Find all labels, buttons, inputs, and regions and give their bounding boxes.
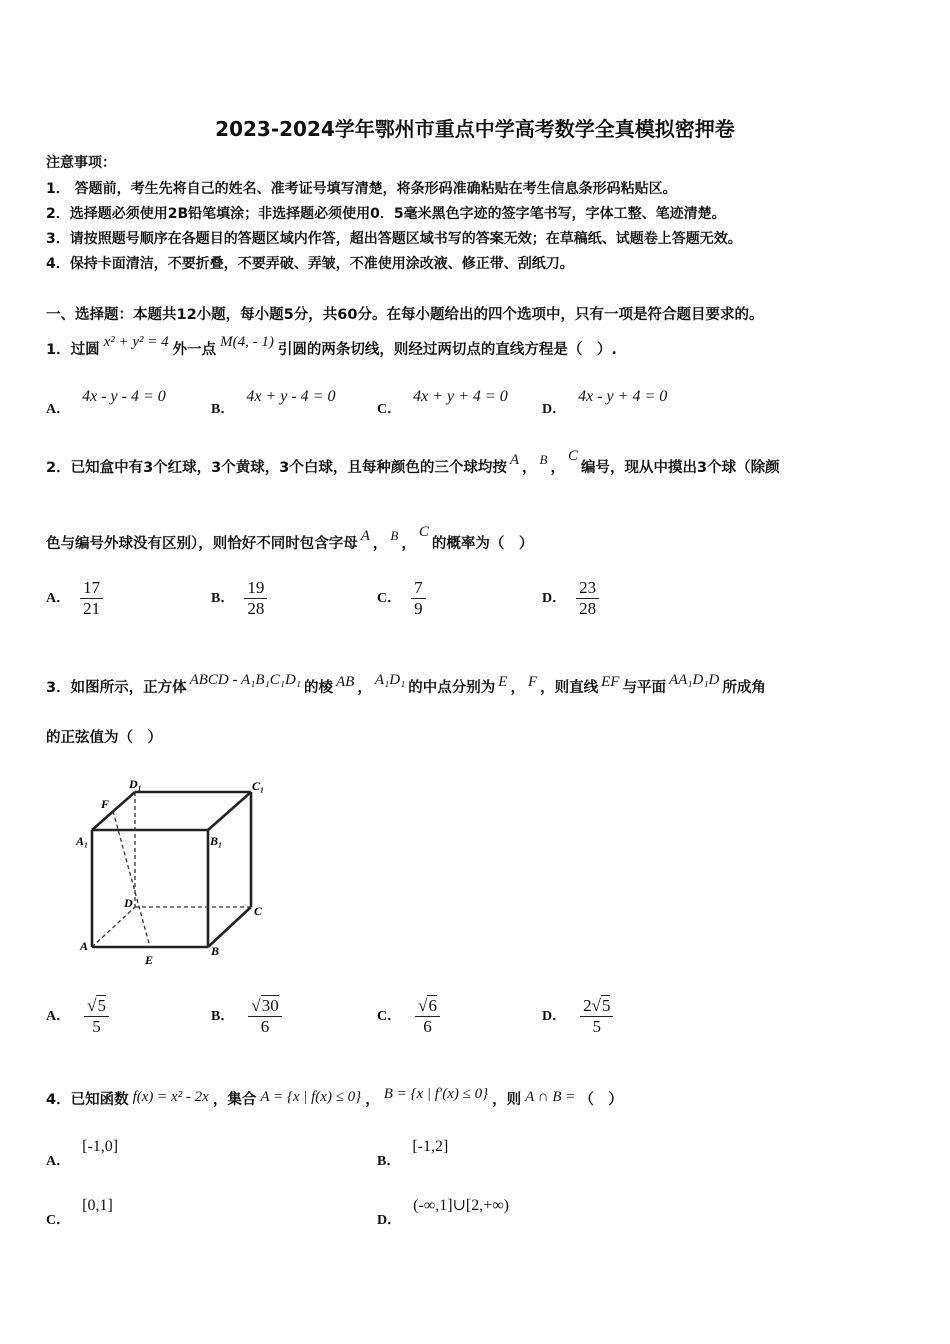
label-a: A <box>80 939 89 953</box>
q1-circle-equation: x² + y² = 4 <box>103 334 169 350</box>
q2-option-d: D． $\frac{23}{28}$ <box>542 578 599 619</box>
q1-option-a: A．4x - y - 4 = 0 <box>46 388 166 417</box>
q4-option-c: C．[0,1] <box>46 1197 113 1228</box>
label-c1: C₁ <box>252 779 265 793</box>
q3-option-c: C． $\frac{√6}{6}$ <box>377 996 440 1037</box>
label-e: E <box>145 953 154 967</box>
cube-figure <box>70 770 290 980</box>
q2-option-a: A． $\frac{17}{21}$ <box>46 578 103 619</box>
question-4: 4．已知函数 f(x) = x² - 2x ，集合 A = {x | f(x) ≤ 0} ， B = {x | f′(x) ≤ 0} ，则 A ∩ B = （ ） <box>46 1086 623 1108</box>
q1-option-b: B．4x + y - 4 = 0 <box>211 388 336 417</box>
q4-option-a: A．[-1,0] <box>46 1138 119 1169</box>
q3-option-a: A． $\frac{√5}{5}$ <box>46 996 109 1037</box>
q3-option-d: D． $\frac{2√5}{5}$ <box>542 996 613 1037</box>
q1-point: M(4, - 1) <box>220 334 274 350</box>
label-d1: D₁ <box>129 777 142 791</box>
question-3-line-1: 3．如图所示，正方体 ABCD - A₁B₁C₁D₁ 的棱 AB ， A₁D₁ 的中点分别为 E ， F ，则直线 EF 与平面 AA₁D₁D 所成角 <box>46 672 766 696</box>
label-f: F <box>101 797 110 811</box>
page-title: 2023-2024学年鄂州市重点中学高考数学全真模拟密押卷 <box>215 117 735 141</box>
q2-option-c: C． $\frac{7}{9}$ <box>377 578 426 619</box>
label-d: D <box>124 896 133 910</box>
q2-option-b: B． $\frac{19}{28}$ <box>211 578 267 619</box>
q3-option-b: B． $\frac{√30}{6}$ <box>211 996 282 1037</box>
q4-option-b: B．[-1,2] <box>377 1138 449 1169</box>
question-2-line-2: 色与编号外球没有区别），则恰好不同时包含字母 A ，B，C的概率为（ ） <box>46 524 534 552</box>
notice-item-4: 4．保持卡面清洁，不要折叠，不要弄破、弄皱，不准使用涂改液、修正带、刮纸刀。 <box>46 256 574 272</box>
label-a1: A₁ <box>76 834 89 848</box>
question-2-line-1: 2．已知盒中有3个红球，3个黄球，3个白球，且每种颜色的三个球均按 A ，B，C编号，现从中摸出3个球（除颜 <box>46 448 780 476</box>
question-3-line-2: 的正弦值为（ ） <box>46 730 162 746</box>
section-heading: 一、选择题：本题共12小题，每小题5分，共60分。在每小题给出的四个选项中，只有一项是符合题目要求的。 <box>46 307 764 323</box>
q4-option-d: D．(-∞,1]∪[2,+∞) <box>377 1197 510 1228</box>
question-1: 1．过圆 x² + y² = 4 外一点 M(4, - 1) 引圆的两条切线，则经过两切点的直线方程是（ ）. <box>46 334 617 358</box>
notice-item-2: 2．选择题必须使用2B铅笔填涂；非选择题必须使用0．5毫米黑色字迹的签字笔书写，字体工整、笔迹清楚。 <box>46 206 726 222</box>
notice-item-3: 3．请按照题号顺序在各题目的答题区域内作答，超出答题区域书写的答案无效；在草稿纸、试题卷上答题无效。 <box>46 231 742 247</box>
label-b1: B₁ <box>210 834 223 848</box>
label-c: C <box>254 904 263 918</box>
notice-heading: 注意事项： <box>46 155 116 171</box>
label-b: B <box>211 944 220 958</box>
q1-option-c: C．4x + y + 4 = 0 <box>377 388 508 417</box>
notice-item-1: 1． 答题前，考生先将自己的姓名、准考证号填写清楚，将条形码准确粘贴在考生信息条形码粘贴区。 <box>46 181 677 197</box>
q1-option-d: D．4x - y + 4 = 0 <box>542 388 668 417</box>
